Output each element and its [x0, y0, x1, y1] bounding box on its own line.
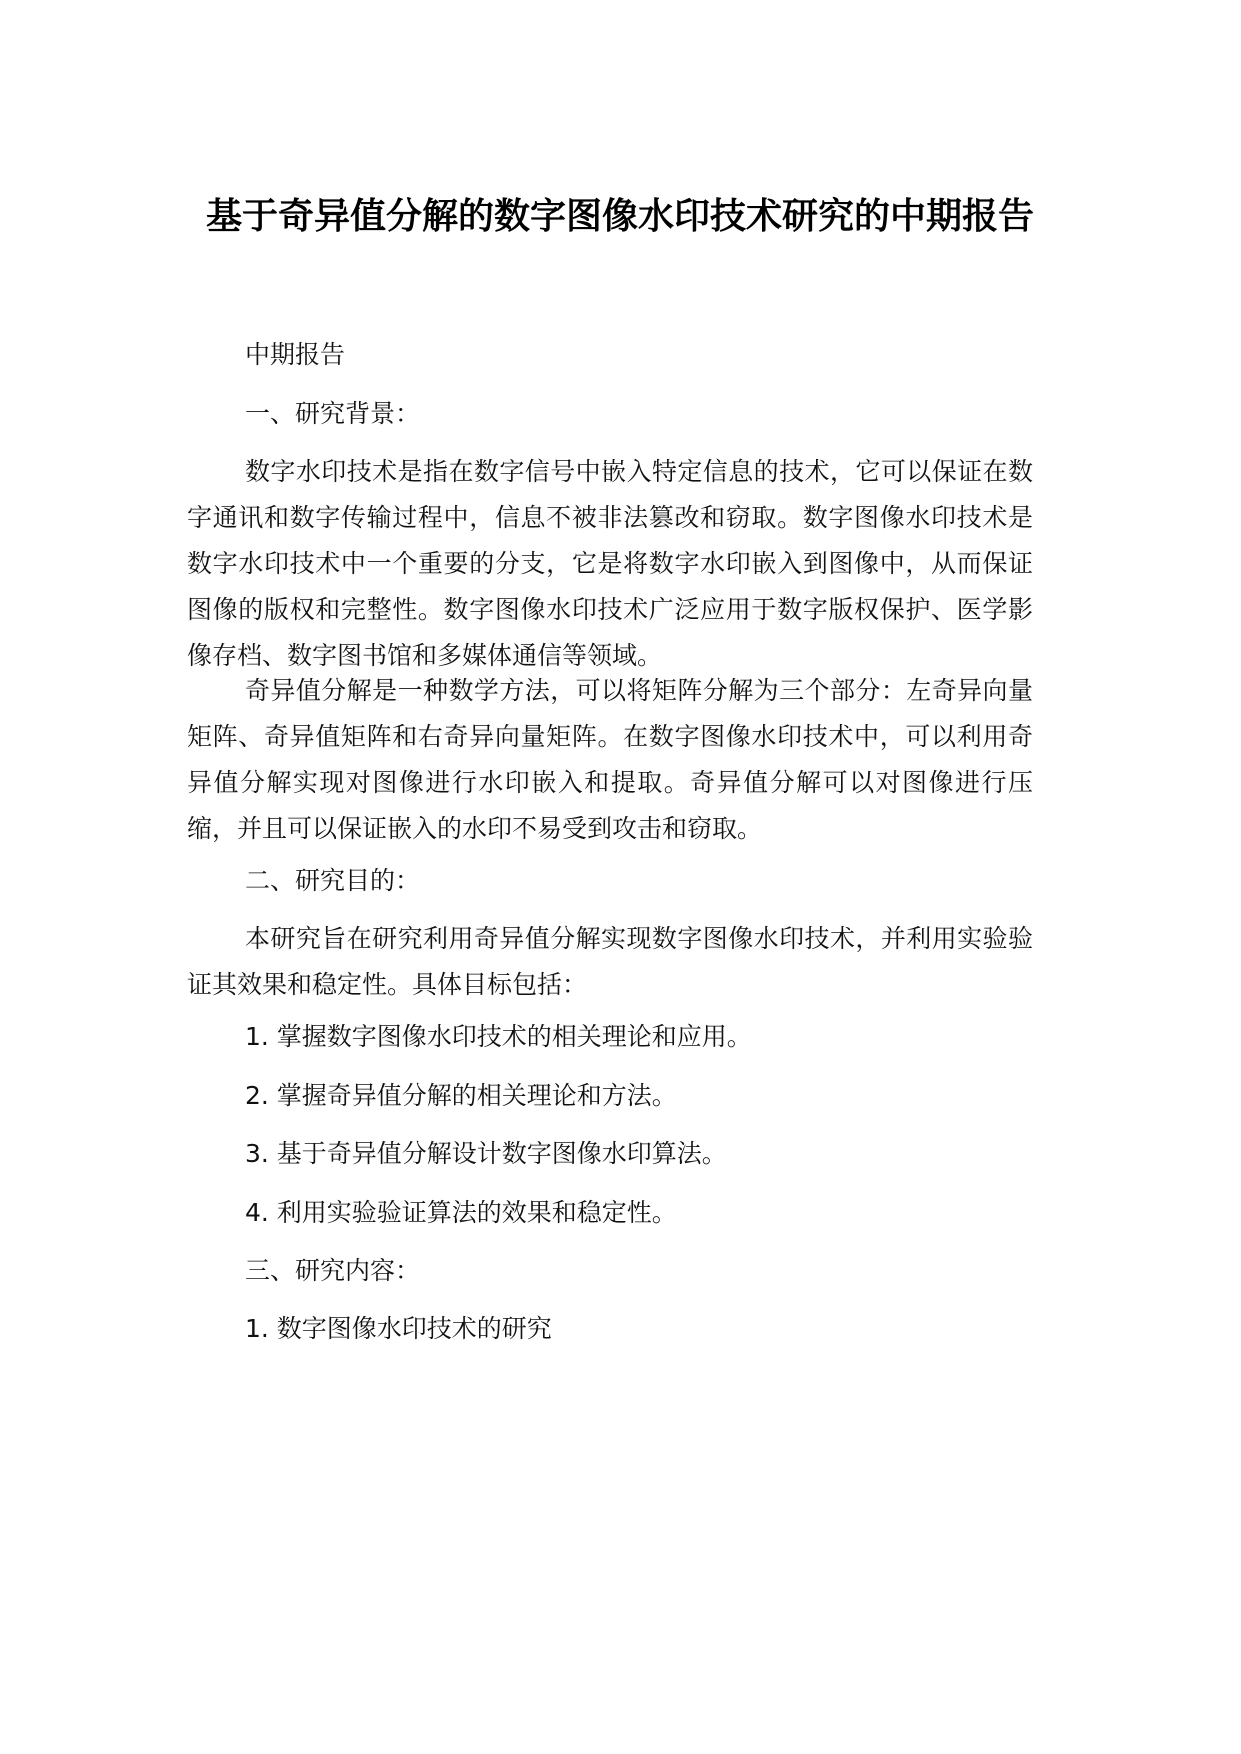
goal-item: 2. 掌握奇异值分解的相关理论和方法。 [245, 1081, 677, 1110]
paragraph-background-1: 数字水印技术是指在数字信号中嵌入特定信息的技术，它可以保证在数字通讯和数字传输过程中，信息不被非法篡改和窃取。数字图像水印技术是数字水印技术中一个重要的分支，它是将数字水印嵌入到图像中，从而保证图像的版权和完整性。数字图像水印技术广泛应用于数字版权保护、医学影像存档、数字图书馆和多媒体通信等领域。 [187, 457, 1033, 670]
paragraph-purpose: 本研究旨在研究利用奇异值分解实现数字图像水印技术，并利用实验验证其效果和稳定性。具体目标包括： [187, 924, 1033, 999]
goal-item: 1. 掌握数字图像水印技术的相关理论和应用。 [245, 1022, 752, 1051]
goal-item: 4. 利用实验验证算法的效果和稳定性。 [245, 1198, 677, 1227]
section-heading-content: 三、研究内容： [245, 1256, 421, 1285]
section-heading-background: 一、研究背景： [245, 399, 421, 428]
paragraph-background-2: 奇异值分解是一种数学方法，可以将矩阵分解为三个部分：左奇异向量矩阵、奇异值矩阵和右奇异向量矩阵。在数字图像水印技术中，可以利用奇异值分解实现对图像进行水印嵌入和提取。奇异值分解可以对图像进行压缩，并且可以保证嵌入的水印不易受到攻击和窃取。 [187, 676, 1033, 843]
content-item: 1. 数字图像水印技术的研究 [245, 1314, 552, 1343]
section-heading-purpose: 二、研究目的： [245, 866, 421, 895]
goal-item: 3. 基于奇异值分解设计数字图像水印算法。 [245, 1139, 727, 1168]
report-label: 中期报告 [245, 340, 346, 369]
document-title: 基于奇异值分解的数字图像水印技术研究的中期报告 [205, 196, 1034, 237]
